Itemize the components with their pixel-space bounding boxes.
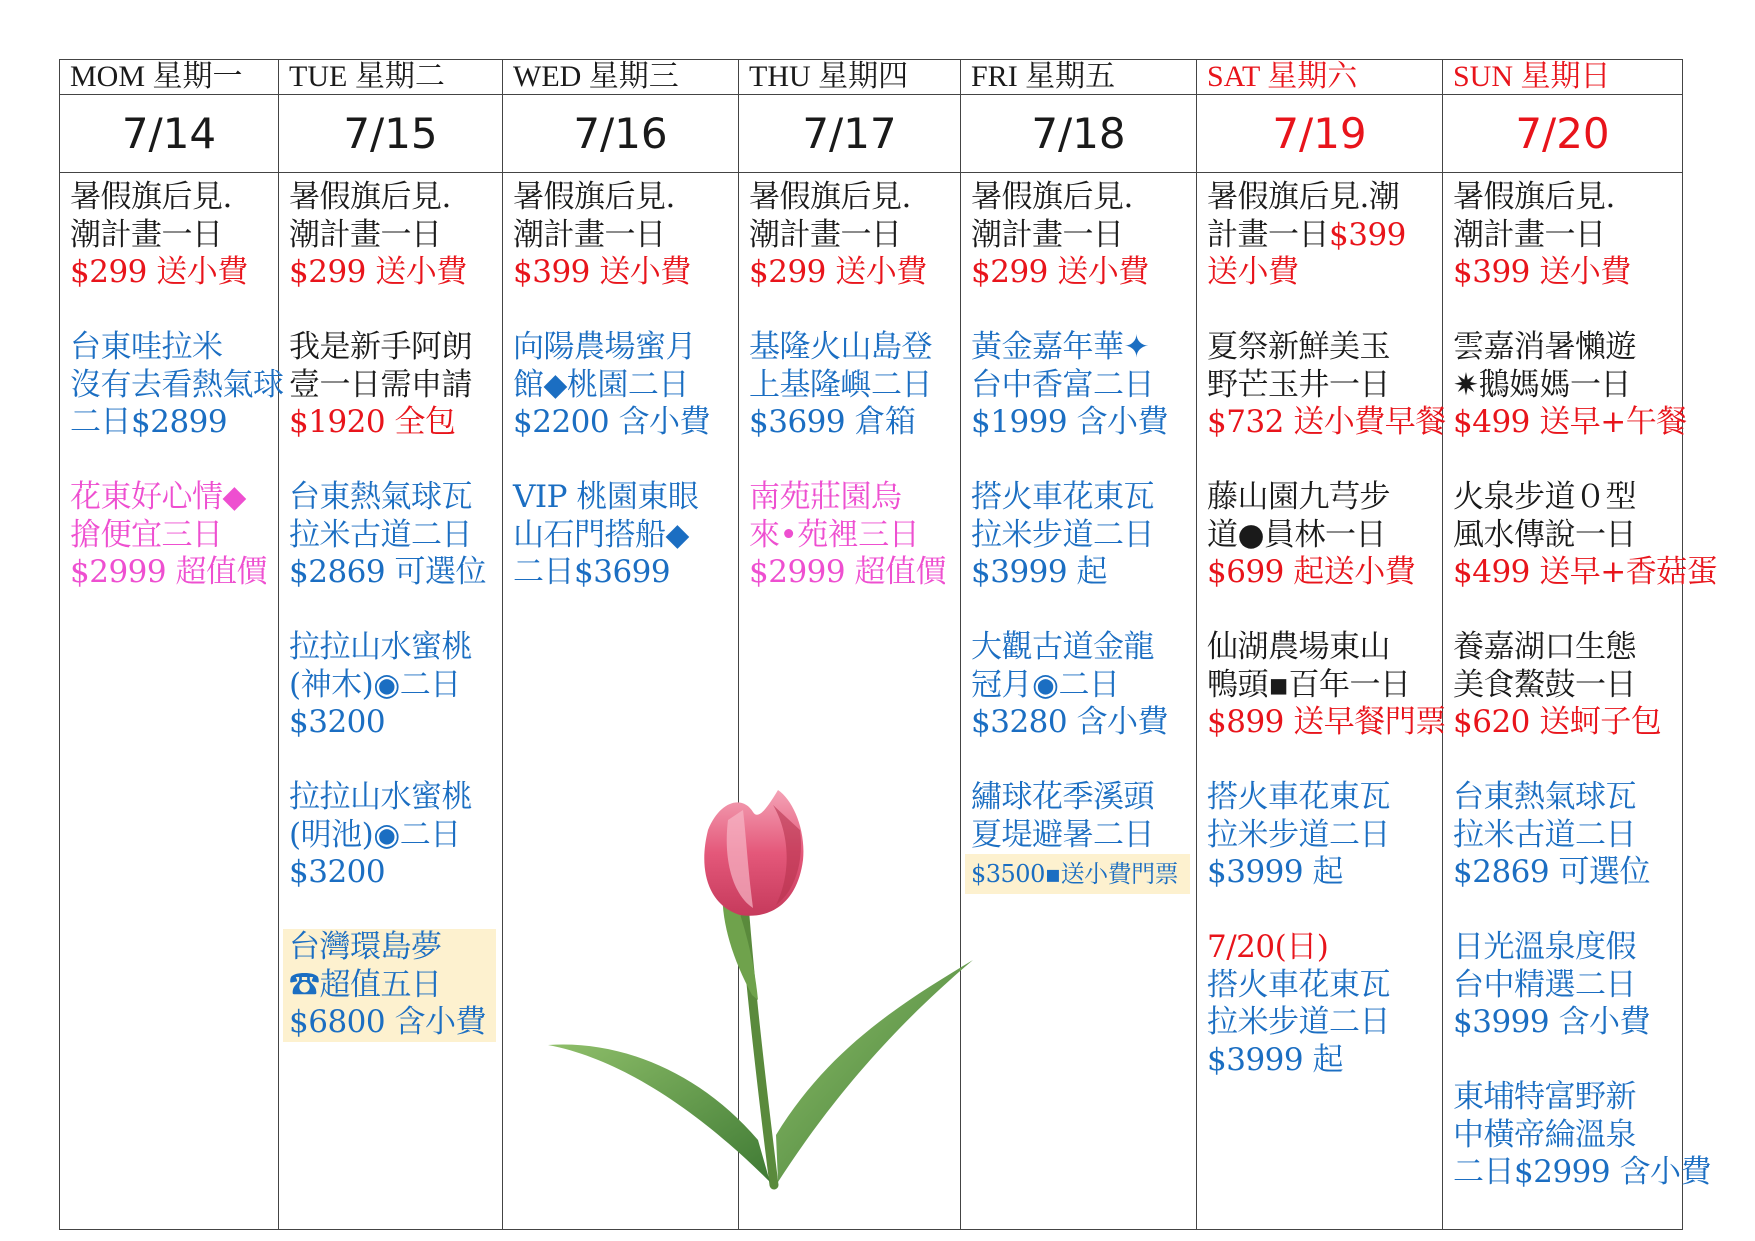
tour-line — [1453, 779, 1682, 817]
tour-line-text: 台東熱氣球瓦 — [289, 479, 472, 515]
tour-line-text: 冠月◉二日 — [971, 666, 1120, 703]
tour-line-text: 雲嘉消暑懶遊 — [1453, 329, 1636, 365]
tour-line-text: $2869 可選位 — [289, 554, 486, 590]
tour-line-text: 南苑莊園烏 — [749, 479, 902, 515]
tour-line-text: 搭火車花東瓦 — [1207, 779, 1390, 815]
tour-line-text: $3500▪送小費門票 — [971, 860, 1179, 888]
tour-line — [749, 479, 960, 517]
tour-line — [971, 179, 1196, 217]
day-listings — [1197, 173, 1446, 1230]
date-cell: 7/16 — [503, 95, 739, 173]
tour-line-text: 鴨頭▪百年一日 — [1207, 666, 1411, 703]
tour-line-text: $699 起送小費 — [1207, 554, 1416, 590]
tour-item — [1207, 629, 1446, 742]
tour-line-text: 東埔特富野新 — [1453, 1079, 1636, 1115]
tour-line-text: 我是新手阿朗 — [289, 329, 472, 365]
tour-line — [749, 217, 960, 255]
tour-line — [1453, 367, 1682, 405]
tour-line — [1207, 817, 1442, 855]
tour-line — [513, 404, 738, 442]
tour-line — [1453, 1154, 1711, 1192]
tour-line — [1453, 704, 1682, 742]
tour-line-text: $3200 — [289, 704, 386, 740]
tour-line — [971, 479, 1196, 517]
tour-item — [1207, 779, 1442, 892]
tour-item — [1207, 929, 1442, 1079]
tour-item — [289, 779, 502, 892]
tour-line — [749, 329, 960, 367]
tour-item — [1453, 629, 1682, 742]
tour-item — [70, 179, 278, 292]
tour-line-text: 山石門搭船◆ — [513, 516, 689, 553]
tour-line-text: 拉米步道二日 — [1207, 816, 1390, 853]
tour-line — [513, 517, 738, 555]
weekday-header: MOM 星期一 — [60, 60, 279, 95]
tour-item — [1453, 779, 1682, 892]
tour-line — [289, 779, 502, 817]
tour-line — [289, 1004, 496, 1042]
tour-line — [1207, 1004, 1442, 1042]
date-cell: 7/14 — [60, 95, 279, 173]
tour-line-text: $3999 起 — [1207, 1041, 1343, 1078]
tour-item — [971, 779, 1196, 894]
day-listings — [961, 173, 1197, 1230]
tour-line — [513, 217, 738, 255]
tour-item — [971, 479, 1196, 592]
tour-line — [70, 517, 278, 555]
weekday-header: TUE 星期二 — [279, 60, 503, 95]
tour-item — [749, 479, 960, 592]
tour-item — [1207, 329, 1446, 442]
tour-line-text: 日光溫泉度假 — [1453, 929, 1636, 965]
tulip-illustration — [548, 790, 988, 1210]
tour-line-text: VIP 桃園東眼 — [513, 479, 699, 515]
tour-line-text: 台灣環島夢 — [289, 929, 442, 965]
tour-item — [289, 629, 502, 742]
weekday-header: SAT 星期六 — [1197, 60, 1443, 95]
tour-line-text: 台中香富二日 — [971, 366, 1154, 403]
tour-line — [1453, 1004, 1682, 1042]
tour-item — [1207, 479, 1442, 592]
tour-line — [971, 404, 1196, 442]
tour-line — [965, 854, 1190, 894]
tour-line-text: 拉米古道二日 — [1453, 816, 1636, 853]
tour-line — [1207, 479, 1442, 517]
tour-line-text: 拉米步道二日 — [971, 516, 1154, 553]
tour-line-text: (明池)◉二日 — [289, 816, 461, 853]
tour-line — [749, 254, 960, 292]
tour-line — [971, 817, 1196, 855]
tour-line-text: $2999 超值價 — [70, 554, 267, 590]
tour-item — [289, 179, 502, 292]
tour-line-text: $1999 含小費 — [971, 404, 1168, 440]
tour-line — [70, 329, 278, 367]
tour-line — [1207, 254, 1442, 292]
tour-line-text: 基隆火山島登 — [749, 329, 932, 365]
tour-line — [971, 629, 1196, 667]
tour-line — [1453, 479, 1682, 517]
tour-line-text: $3999 起 — [1207, 854, 1343, 890]
tour-line — [1453, 1117, 1682, 1155]
tour-line-text: 搶便宜三日 — [70, 516, 223, 553]
tour-item — [1453, 179, 1682, 292]
tour-line-text: $3200 — [289, 854, 386, 890]
tour-item — [971, 329, 1196, 442]
tour-line-text: 二日$2899 — [70, 404, 228, 440]
tour-line-text: 潮計畫一日 — [1453, 216, 1606, 253]
tour-item — [289, 329, 502, 442]
tour-line-text: 向陽農場蜜月 — [513, 329, 696, 365]
day-listings — [279, 173, 503, 1230]
tour-line — [1453, 554, 1718, 592]
tour-line — [1453, 404, 1687, 442]
tour-line-text: 來•苑裡三日 — [749, 516, 920, 553]
tour-item — [971, 179, 1196, 292]
tour-line-text: 台中精選二日 — [1453, 966, 1636, 1003]
tour-line — [1453, 217, 1682, 255]
tour-line — [1207, 854, 1442, 892]
tour-line — [513, 554, 738, 592]
tour-line — [289, 854, 502, 892]
date-cell: 7/17 — [739, 95, 961, 173]
tour-line — [1207, 517, 1442, 555]
tour-line — [70, 254, 278, 292]
tour-line — [1207, 1042, 1442, 1080]
tour-line — [1207, 779, 1442, 817]
tour-line-text: 搭火車花東瓦 — [1207, 966, 1390, 1003]
tour-line — [749, 367, 960, 405]
tour-line — [70, 179, 278, 217]
tour-line-text: 暑假旗后見. — [1453, 179, 1615, 215]
tour-line — [289, 479, 502, 517]
tour-line-text: 館◆桃園二日 — [513, 366, 689, 403]
tour-line — [289, 554, 502, 592]
tour-line — [289, 517, 502, 555]
tour-line-text: 繡球花季溪頭 — [971, 779, 1154, 815]
tour-line-text: 7/20(日) — [1207, 929, 1329, 965]
tour-line — [289, 404, 502, 442]
date-cell: 7/19 — [1197, 95, 1443, 173]
tour-line-text: $6800 含小費 — [289, 1004, 486, 1040]
tour-line-text: $732 送小費早餐 — [1207, 404, 1446, 440]
tour-line-text: $3999 含小費 — [1453, 1004, 1650, 1040]
tour-line — [289, 929, 496, 967]
tour-line — [289, 179, 502, 217]
tour-line-text: 潮計畫一日 — [513, 216, 666, 253]
tour-line-text: 暑假旗后見. — [749, 179, 911, 215]
tour-item — [513, 179, 738, 292]
tour-line-text: 美食鰲鼓一日 — [1453, 666, 1636, 703]
tour-item — [1453, 329, 1687, 442]
tour-line — [70, 479, 278, 517]
tour-item — [289, 479, 502, 592]
tour-line-text: $299 送小費 — [971, 254, 1149, 290]
tour-item — [749, 329, 960, 442]
tour-line-text: 拉拉山水蜜桃 — [289, 629, 472, 665]
tour-line — [1207, 329, 1442, 367]
tour-line — [289, 254, 502, 292]
tour-line — [1207, 179, 1442, 217]
date-cell: 7/15 — [279, 95, 503, 173]
tour-line — [1453, 929, 1682, 967]
tour-line — [749, 404, 960, 442]
tour-line-text: (神木)◉二日 — [289, 666, 461, 703]
tour-line-text: $1920 全包 — [289, 404, 456, 440]
tour-line-text: 潮計畫一日 — [749, 216, 902, 253]
tour-line-text: 黃金嘉年華✦ — [971, 329, 1149, 365]
tour-line-text: 二日$3699 — [513, 554, 671, 590]
tour-line — [971, 254, 1196, 292]
tour-line — [1453, 179, 1682, 217]
tour-item — [513, 329, 738, 442]
tour-line — [1207, 667, 1442, 705]
tour-line — [971, 779, 1196, 817]
tour-line — [513, 367, 738, 405]
tour-line-text: 潮計畫一日 — [289, 216, 442, 253]
date-cell: 7/18 — [961, 95, 1197, 173]
tour-item — [1453, 929, 1682, 1042]
tour-line — [1207, 404, 1446, 442]
tour-line-text: 暑假旗后見. — [70, 179, 232, 215]
tour-line-text: 台東熱氣球瓦 — [1453, 779, 1636, 815]
tour-item — [1453, 479, 1718, 592]
tour-item — [70, 329, 284, 442]
weekday-header: WED 星期三 — [503, 60, 739, 95]
tour-line — [70, 366, 284, 405]
tour-line-text: 藤山園九芎步 — [1207, 479, 1390, 515]
tour-line-text: 上基隆嶼二日 — [749, 366, 932, 403]
tour-line — [1453, 1079, 1682, 1117]
tour-line-text: 道●員林一日 — [1207, 516, 1387, 553]
tour-line-text: 火泉步道０型 — [1453, 479, 1636, 515]
tour-line — [70, 554, 278, 592]
tour-line-price: $399 — [1329, 216, 1406, 253]
tour-line — [289, 817, 502, 855]
tour-line — [971, 554, 1196, 592]
tour-line — [749, 179, 960, 217]
tour-line-text: $2999 超值價 — [749, 554, 946, 590]
tour-line — [70, 404, 278, 442]
tour-line — [289, 629, 502, 667]
tour-item — [971, 629, 1196, 742]
tour-line-text: 暑假旗后見. — [289, 179, 451, 215]
tour-line-text: $3699 倉箱 — [749, 404, 916, 440]
tour-item — [749, 179, 960, 292]
tour-line — [513, 479, 738, 517]
tour-line — [1207, 704, 1446, 742]
tour-line — [1207, 367, 1442, 405]
tour-line-text: 野芒玉井一日 — [1207, 366, 1390, 403]
tour-line — [1453, 254, 1682, 292]
tour-line-text: 沒有去看熱氣球 — [70, 366, 284, 403]
tour-line — [1453, 667, 1682, 705]
tour-line-text: $499 送早+午餐 — [1453, 404, 1687, 440]
tour-line-text: $899 送早餐門票 — [1207, 704, 1446, 740]
tour-line — [289, 967, 496, 1005]
tour-item — [1207, 179, 1442, 292]
tour-item — [513, 479, 738, 592]
tour-line-text: 搭火車花東瓦 — [971, 479, 1154, 515]
tour-line — [1453, 854, 1682, 892]
tour-line-text: $3999 起 — [971, 554, 1107, 590]
tour-line — [1453, 967, 1682, 1005]
tour-line-text: 中橫帝綸溫泉 — [1453, 1116, 1636, 1153]
tour-line — [289, 217, 502, 255]
tour-line-text: 拉拉山水蜜桃 — [289, 779, 472, 815]
tour-line-text: 花東好心情◆ — [70, 479, 246, 515]
day-listings — [60, 173, 284, 1230]
tour-line-text: $499 送早+香菇蛋 — [1453, 554, 1718, 590]
tour-line — [1453, 629, 1682, 667]
tour-item — [70, 479, 278, 592]
tour-line — [289, 329, 502, 367]
tour-line-text: $3280 含小費 — [971, 704, 1168, 740]
tour-line — [1453, 817, 1682, 855]
tour-line-text: 夏祭新鮮美玉 — [1207, 329, 1390, 365]
tour-line-text: 送小費 — [1207, 254, 1299, 290]
tour-line-text: 風水傳說一日 — [1453, 516, 1636, 553]
tour-line-text: 壹一日需申請 — [289, 366, 472, 403]
weekday-header: FRI 星期五 — [961, 60, 1197, 95]
tour-line — [1207, 217, 1442, 255]
tour-line-text: 拉米古道二日 — [289, 516, 472, 553]
tour-line — [513, 329, 738, 367]
tour-line — [749, 554, 960, 592]
tour-line-text: 台東哇拉米 — [70, 329, 223, 365]
tour-line-text: 暑假旗后見. — [971, 179, 1133, 215]
tour-line-text: ✷鵝媽媽一日 — [1453, 366, 1631, 403]
tour-line-text: 暑假旗后見. — [513, 179, 675, 215]
tour-line — [1207, 629, 1442, 667]
tour-line — [1207, 967, 1442, 1005]
day-listings — [1443, 173, 1718, 1230]
tour-line — [971, 329, 1196, 367]
tour-line-text: 夏堤避暑二日 — [971, 816, 1154, 853]
tour-line — [513, 254, 738, 292]
tour-line-text: 養嘉湖口生態 — [1453, 629, 1636, 665]
tour-line — [749, 517, 960, 555]
tour-line — [1207, 554, 1442, 592]
tour-item — [1453, 1079, 1711, 1192]
tour-line — [971, 517, 1196, 555]
tour-line-text: 潮計畫一日 — [70, 216, 223, 253]
tour-line-text: 大觀古道金龍 — [971, 629, 1154, 665]
tour-line — [971, 217, 1196, 255]
tour-line-text: 仙湖農場東山 — [1207, 629, 1390, 665]
weekday-header-row — [60, 60, 1683, 95]
tour-line-text: $299 送小費 — [289, 254, 467, 290]
tour-line-text: 二日$2999 含小費 — [1453, 1154, 1711, 1190]
tour-line-text: $299 送小費 — [70, 254, 248, 290]
date-cell: 7/20 — [1443, 95, 1683, 173]
tour-line — [289, 367, 502, 405]
tour-line — [289, 704, 502, 742]
tour-line — [971, 367, 1196, 405]
tour-line — [289, 667, 502, 705]
tour-line — [1207, 929, 1442, 967]
tour-line — [1453, 329, 1682, 367]
tour-line-text: $2200 含小費 — [513, 404, 710, 440]
tour-item — [283, 929, 496, 1042]
weekday-header: THU 星期四 — [739, 60, 961, 95]
tour-line-text: 拉米步道二日 — [1207, 1004, 1390, 1040]
tour-line — [70, 217, 278, 255]
weekday-header: SUN 星期日 — [1443, 60, 1683, 95]
tour-line-text: 暑假旗后見.潮 — [1207, 179, 1400, 215]
tour-line — [513, 179, 738, 217]
date-row — [60, 95, 1683, 173]
tour-line-text: 計畫一日 — [1207, 216, 1329, 253]
tour-line-text: $299 送小費 — [749, 254, 927, 290]
tour-line-text: $620 送蚵子包 — [1453, 704, 1662, 740]
tour-line-text: 潮計畫一日 — [971, 216, 1124, 253]
tour-line-text: $399 送小費 — [513, 254, 691, 290]
tour-line — [971, 704, 1196, 742]
tour-line-text: ☎超值五日 — [289, 966, 442, 1003]
tour-line-text: $2869 可選位 — [1453, 854, 1650, 890]
tour-line — [1453, 517, 1682, 555]
tour-line — [971, 667, 1196, 705]
tour-line-text: $399 送小費 — [1453, 254, 1631, 290]
